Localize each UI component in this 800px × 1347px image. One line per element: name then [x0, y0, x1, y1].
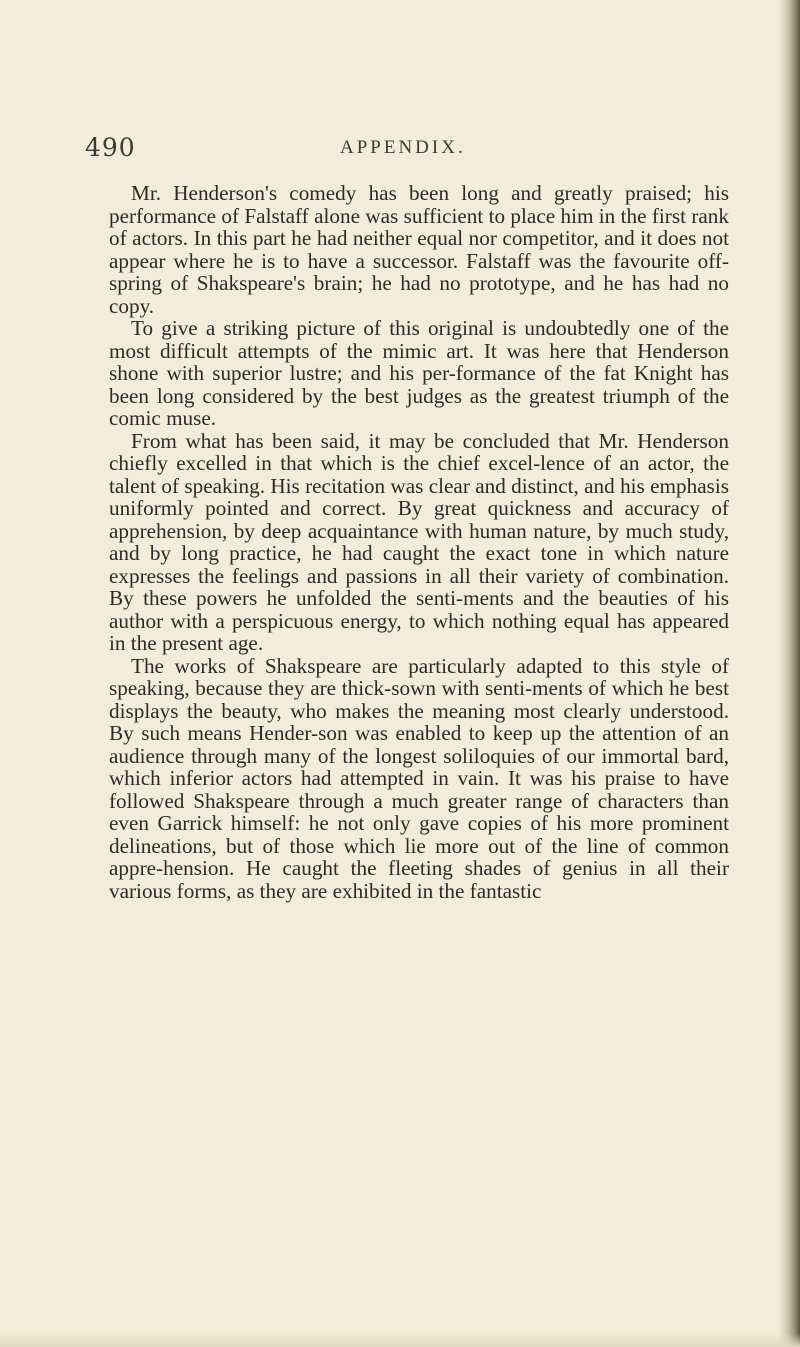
- page-number: 490: [85, 133, 136, 162]
- paragraph: To give a striking picture of this original is undoubtedly one of the most difficult attempts of the mimic art. It was here that Henderson shone with superior lustre; and his per-formance of the fat Knight has been long considered by the best judges as the greatest triumph of the comic muse.: [109, 316, 729, 430]
- running-head: APPENDIX.: [340, 137, 466, 158]
- paragraph: From what has been said, it may be concluded that Mr. Henderson chiefly excelled in that which is the chief excel-lence of an actor, the talent of speaking. His recitation was clear and distinct, and his emphasis uniformly pointed and correct. By great quickness and accuracy of apprehension, by deep acquaintance with human nature, by much study, and by long practice, he had caught the exact tone in which nature expresses the feelings and passions in all their variety of combination. By these powers he unfolded the senti-ments and the beauties of his author with a perspicuous energy, to which nothing equal has appeared in the present age.: [109, 428, 729, 655]
- paragraph: The works of Shakspeare are particularly adapted to this style of speaking, because they are thick-sown with senti-ments of which he best displays the beauty, who makes the meaning most clearly understood. By such means Hender-son was enabled to keep up the attention of an audience through many of the longest soliloquies of our immortal bard, which inferior actors had attempted in vain. It was his praise to have followed Shakspeare through a much greater range of characters than even Garrick himself: he not only gave copies of his more prominent delineations, but of those which lie more out of the line of common appre-hension. He caught the fleeting shades of genius in all their various forms, as they are exhibited in the fantastic: [109, 653, 729, 903]
- body-text: [109, 182, 729, 902]
- paragraph: Mr. Henderson's comedy has been long and greatly praised; his performance of Falstaff alone was sufficient to place him in the first rank of actors. In this part he had neither equal nor competitor, and it does not appear where he is to have a successor. Falstaff was the favourite off-spring of Shakspeare's brain; he had no prototype, and he has had no copy.: [109, 181, 729, 318]
- page-header: [0, 133, 780, 173]
- page-edge-shadow: [778, 0, 800, 1347]
- page-bottom-shadow: [0, 1333, 800, 1347]
